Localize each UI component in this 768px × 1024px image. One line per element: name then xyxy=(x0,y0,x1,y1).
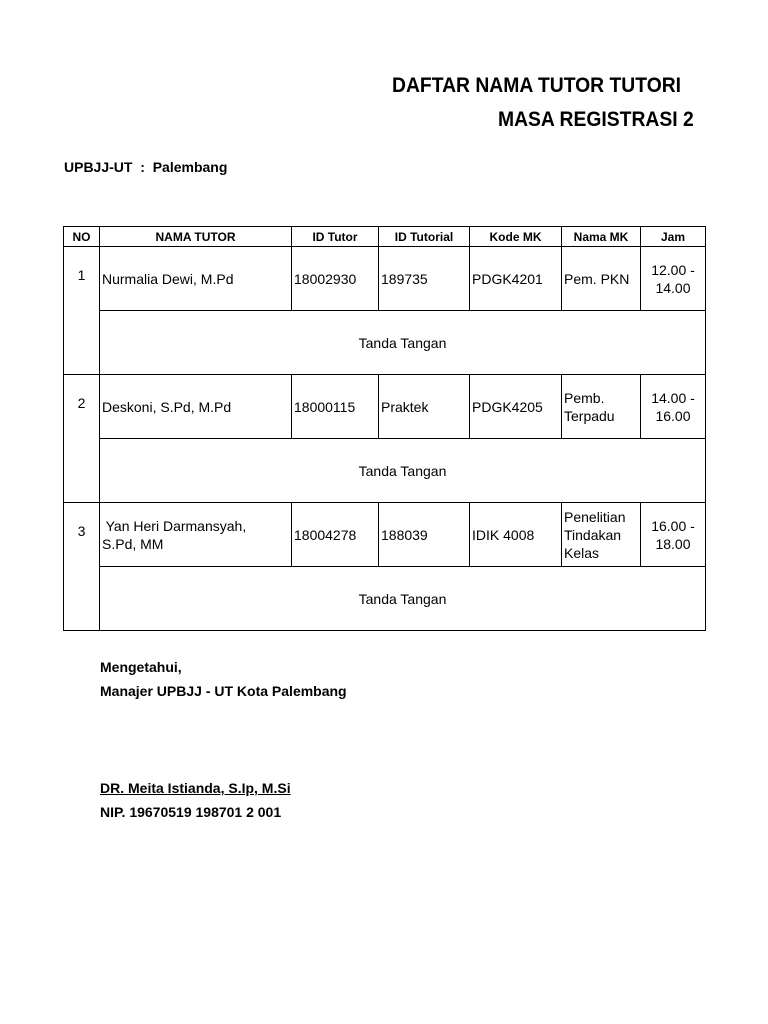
upbjj-line xyxy=(64,159,227,175)
cell-id-tutorial: 189735 xyxy=(379,247,470,311)
signature-cell[interactable]: Tanda Tangan xyxy=(100,567,706,631)
nama-tutor-line: Yan Heri Darmansyah, xyxy=(102,517,247,534)
footer-mengetahui: Mengetahui, xyxy=(100,659,182,675)
cell-jam xyxy=(641,503,706,567)
cell-nama-tutor: Deskoni, S.Pd, M.Pd xyxy=(100,375,292,439)
col-header-kode-mk: Kode MK xyxy=(470,227,562,247)
upbjj-separator: : xyxy=(140,159,145,175)
jam-end: 14.00 xyxy=(655,279,691,296)
jam-end: 18.00 xyxy=(655,535,691,552)
cell-id-tutor: 18000115 xyxy=(292,375,379,439)
cell-jam xyxy=(641,375,706,439)
signature-row xyxy=(64,439,706,503)
cell-nama-mk xyxy=(562,375,641,439)
footer-jabatan: Manajer UPBJJ - UT Kota Palembang xyxy=(100,683,347,699)
jam-start: 12.00 - xyxy=(651,261,695,278)
col-header-jam: Jam xyxy=(641,227,706,247)
table-row xyxy=(64,503,706,567)
cell-kode-mk: IDIK 4008 xyxy=(470,503,562,567)
jam-end: 16.00 xyxy=(655,407,691,424)
cell-id-tutorial: Praktek xyxy=(379,375,470,439)
col-header-nama-mk: Nama MK xyxy=(562,227,641,247)
nama-mk-line: Kelas xyxy=(564,544,600,561)
cell-jam xyxy=(641,247,706,311)
document-subtitle: MASA REGISTRASI 2 xyxy=(498,108,694,131)
tutor-table xyxy=(63,226,706,631)
nama-tutor-line: S.Pd, MM xyxy=(102,535,164,552)
signature-row xyxy=(64,567,706,631)
cell-nama-tutor xyxy=(100,503,292,567)
jam-start: 16.00 - xyxy=(651,517,695,534)
signature-cell[interactable]: Tanda Tangan xyxy=(100,311,706,375)
nama-mk-line: Pem. PKN xyxy=(564,270,630,287)
col-header-id-tutor: ID Tutor xyxy=(292,227,379,247)
cell-id-tutorial: 188039 xyxy=(379,503,470,567)
cell-kode-mk: PDGK4205 xyxy=(470,375,562,439)
upbjj-value: Palembang xyxy=(152,159,228,175)
col-header-id-tutorial: ID Tutorial xyxy=(379,227,470,247)
signature-row xyxy=(64,311,706,375)
cell-no: 1 xyxy=(64,247,100,375)
cell-nama-mk xyxy=(562,247,641,311)
cell-id-tutor: 18004278 xyxy=(292,503,379,567)
footer-nip: NIP. 19670519 198701 2 001 xyxy=(100,804,282,820)
cell-nama-tutor: Nurmalia Dewi, M.Pd xyxy=(100,247,292,311)
footer-signatory-name: DR. Meita Istianda, S.Ip, M.Si xyxy=(100,780,291,796)
cell-id-tutor: 18002930 xyxy=(292,247,379,311)
table-row xyxy=(64,247,706,311)
nama-mk-line: Tindakan xyxy=(564,526,622,543)
jam-start: 14.00 - xyxy=(651,389,695,406)
cell-kode-mk: PDGK4201 xyxy=(470,247,562,311)
cell-no: 2 xyxy=(64,375,100,503)
upbjj-label: UPBJJ-UT xyxy=(64,159,133,175)
col-header-nama-tutor: NAMA TUTOR xyxy=(100,227,292,247)
table-header-row xyxy=(64,227,706,247)
table-row xyxy=(64,375,706,439)
cell-no: 3 xyxy=(64,503,100,631)
document-title: DAFTAR NAMA TUTOR TUTORI xyxy=(392,74,682,97)
col-header-no: NO xyxy=(64,227,100,247)
nama-mk-line: Pemb. xyxy=(564,389,605,406)
nama-mk-line: Penelitian xyxy=(564,508,626,525)
cell-nama-mk xyxy=(562,503,641,567)
nama-mk-line: Terpadu xyxy=(564,407,615,424)
signature-cell[interactable]: Tanda Tangan xyxy=(100,439,706,503)
